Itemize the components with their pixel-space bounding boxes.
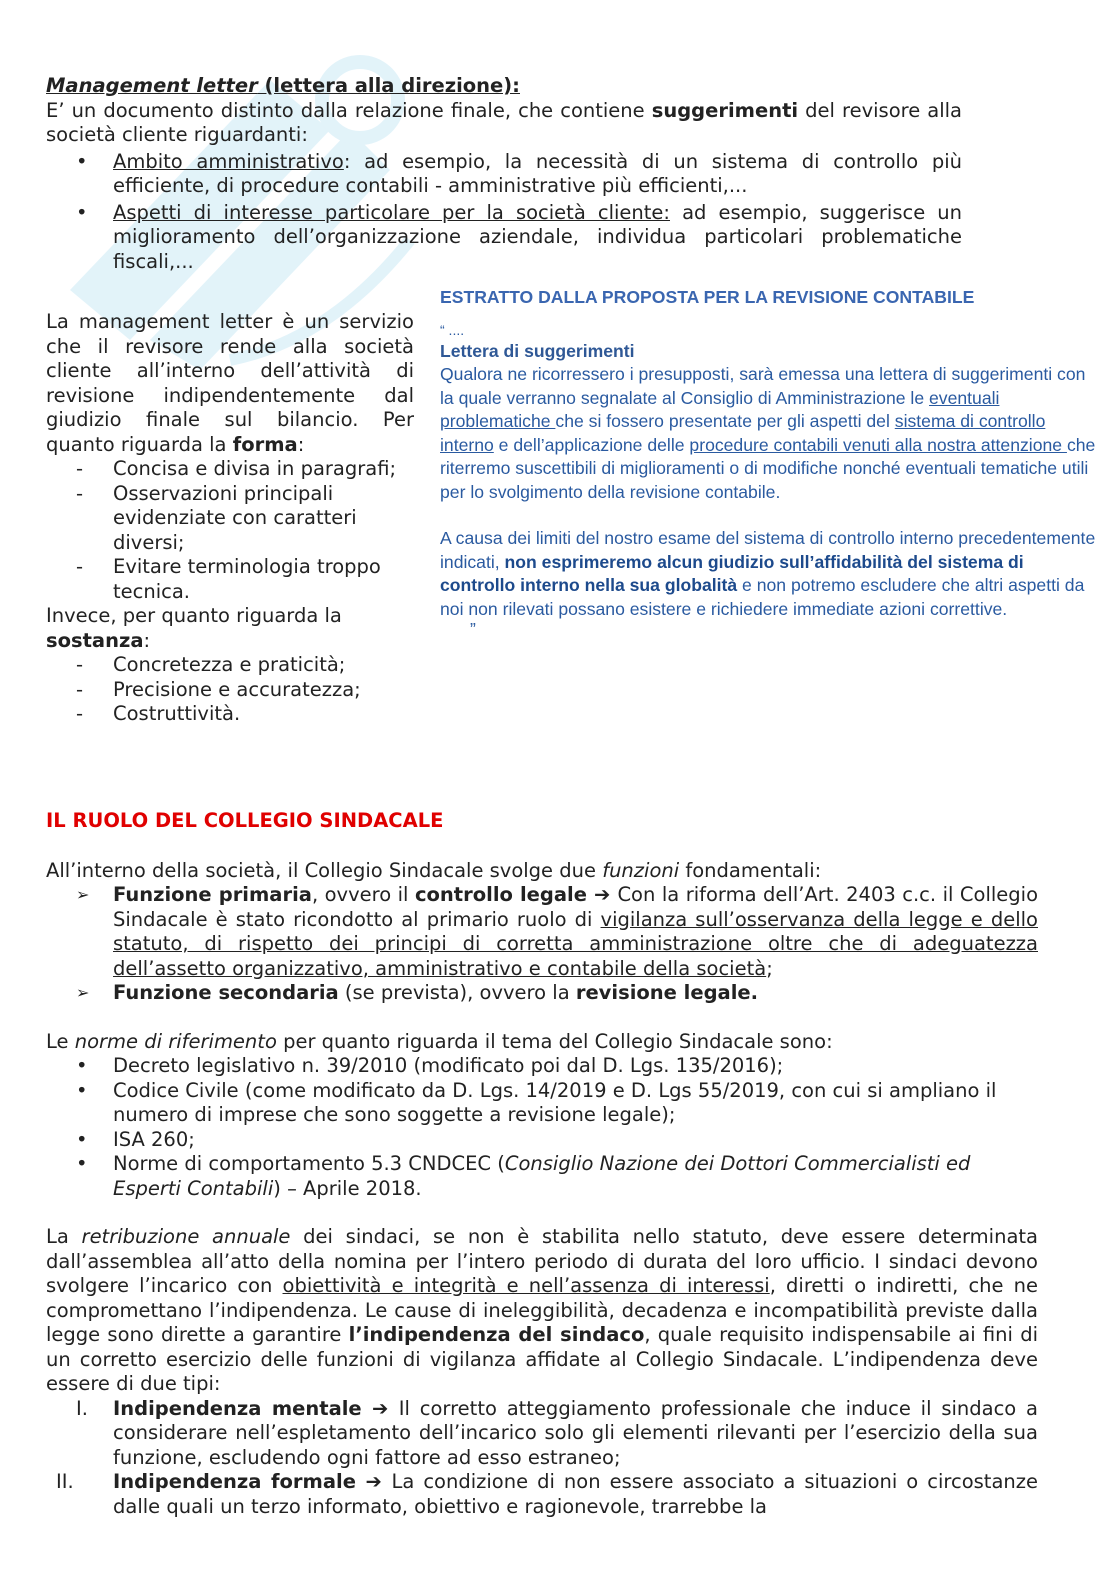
independence-types-list: [46, 1397, 1038, 1520]
list-item: II. Indipendenza formale ➔ La condizione di non essere associato a situazioni o circostanze dalle quali un terzo informato, obiettivo e ragionevole, trarrebbe la: [56, 1470, 1038, 1518]
retribuzione-paragraph: La retribuzione annuale dei sindaci, se non è stabilita nello statuto, deve essere determinata dall’assemblea all’atto della nomina per l’intero periodo di durata del loro ufficio. I sindaci devono svolgere l’incarico con obiettività e integrità e nell’assenza di interessi, diretti o indiretti, che ne compromettano l’indipendenza. Le cause di ineleggibilità, decadenza e incompatibilità previste dalla legge sono dirette a garantire l’indipendenza del sindaco, quale requisito indispensabile ai fini di un corretto esercizio delle funzioni di vigilanza affidate al Collegio Sindacale. L’indipendenza deve essere di due tipi:: [46, 1225, 1039, 1395]
collegio-section: [46, 809, 1038, 1519]
list-item: - Costruttività.: [76, 702, 241, 725]
proposal-extract: [440, 286, 1100, 637]
extract-title: ESTRATTO DALLA PROPOSTA PER LA REVISIONE CONTABILE: [440, 287, 975, 307]
service-paragraph: La management letter è un servizio che il revisore rende alla società cliente all’interno dell’attività di revisione indipendentemente dal giudizio finale sul bilancio. Per quanto riguarda la forma:: [46, 310, 414, 456]
sostanza-list: [46, 653, 414, 727]
extract-subtitle: Lettera di suggerimenti: [440, 340, 635, 361]
list-item: • Aspetti di interesse particolare per la società cliente: ad esempio, suggerisce un miglioramento dell’organizzazione aziendale, individua particolari problematiche fiscali,...: [76, 200, 963, 273]
functions-list: [46, 883, 1038, 1006]
list-item: ➢ Funzione primaria, ovvero il controllo legale ➔ Con la riforma dell’Art. 2403 c.c. il Collegio Sindacale è stato ricondotto al primario ruolo di vigilanza sull’osservanza della legge e dello statuto, di rispetto dei principi di corretta amministrazione oltre che di adeguatezza dell’assetto organizzativo, amministrativo e contabile della società;: [76, 883, 1039, 980]
norme-list: [46, 1054, 1038, 1201]
extract-paragraph-1: Qualora ne ricorressero i presupposti, sarà emessa una lettera di suggerimenti con la quale verranno segnalate al Consiglio di Amministrazione le eventuali problematiche che si fossero presentate per gli aspetti del sistema di controllo interno e dell’applicazione delle procedure contabili venuti alla nostra attenzione che riterremo suscettibili di miglioramenti o di modifiche nonché eventuali tematiche utili per lo svolgimento della revisione contabile.: [440, 364, 1096, 502]
extract-open-quote: “ ....: [440, 321, 465, 338]
list-item: - Osservazioni principali evidenziate con caratteri diversi;: [76, 481, 357, 554]
list-item: - Evitare terminologia troppo tecnica.: [76, 555, 381, 603]
management-letter-section: [46, 74, 962, 274]
list-item: - Concisa e divisa in paragrafi;: [76, 457, 397, 480]
management-letter-intro: E’ un documento distinto dalla relazione finale, che contiene suggerimenti del revisore alla società cliente riguardanti:: [46, 98, 963, 146]
list-item: - Precisione e accuratezza;: [76, 677, 361, 701]
norme-intro: Le norme di riferimento per quanto riguarda il tema del Collegio Sindacale sono:: [46, 1029, 833, 1053]
management-service-column: [46, 310, 414, 727]
management-bullet-list: [46, 150, 962, 275]
collegio-intro: All’interno della società, il Collegio Sindacale svolge due funzioni fondamentali:: [46, 858, 822, 882]
list-item: - Concretezza e praticità;: [76, 653, 346, 676]
list-item: ➢ Funzione secondaria (se prevista), ovvero la revisione legale.: [76, 981, 759, 1004]
management-letter-heading: Management letter (lettera alla direzione):: [46, 74, 520, 97]
list-item: • Codice Civile (come modificato da D. Lgs. 14/2019 e D. Lgs 55/2019, con cui si ampliano il numero di imprese che sono soggette a revisione legale);: [76, 1078, 997, 1126]
extract-close-quote: ”: [470, 619, 476, 639]
extract-paragraph-2: A causa dei limiti del nostro esame del sistema di controllo interno precedentemente indicati, non esprimeremo alcun giudizio sull’affidabilità del sistema di controllo interno nella sua globalità e non potremo escludere che altri aspetti da noi non rilevati possano esistere e richiedere immediate azioni correttive.: [440, 528, 1096, 619]
collegio-heading: IL RUOLO DEL COLLEGIO SINDACALE: [46, 809, 444, 832]
list-item: • ISA 260;: [76, 1127, 195, 1151]
sostanza-paragraph: Invece, per quanto riguarda la sostanza:: [46, 604, 342, 652]
list-item: I. Indipendenza mentale ➔ Il corretto atteggiamento professionale che induce il sindaco a considerare nell’espletamento dell’incarico solo gli elementi rilevanti per l’esercizio della sua funzione, escludendo ogni fattore ad esso estraneo;: [76, 1396, 1038, 1469]
list-item: • Norme di comportamento 5.3 CNDCEC (Consiglio Nazione dei Dottori Commercialisti ed Esperti Contabili) – Aprile 2018.: [76, 1152, 971, 1200]
list-item: • Ambito amministrativo: ad esempio, la necessità di un sistema di controllo più efficiente, di procedure contabili - amministrative più efficienti,...: [76, 149, 962, 197]
forma-list: [46, 457, 414, 604]
list-item: • Decreto legislativo n. 39/2010 (modificato poi dal D. Lgs. 135/2016);: [76, 1054, 784, 1077]
